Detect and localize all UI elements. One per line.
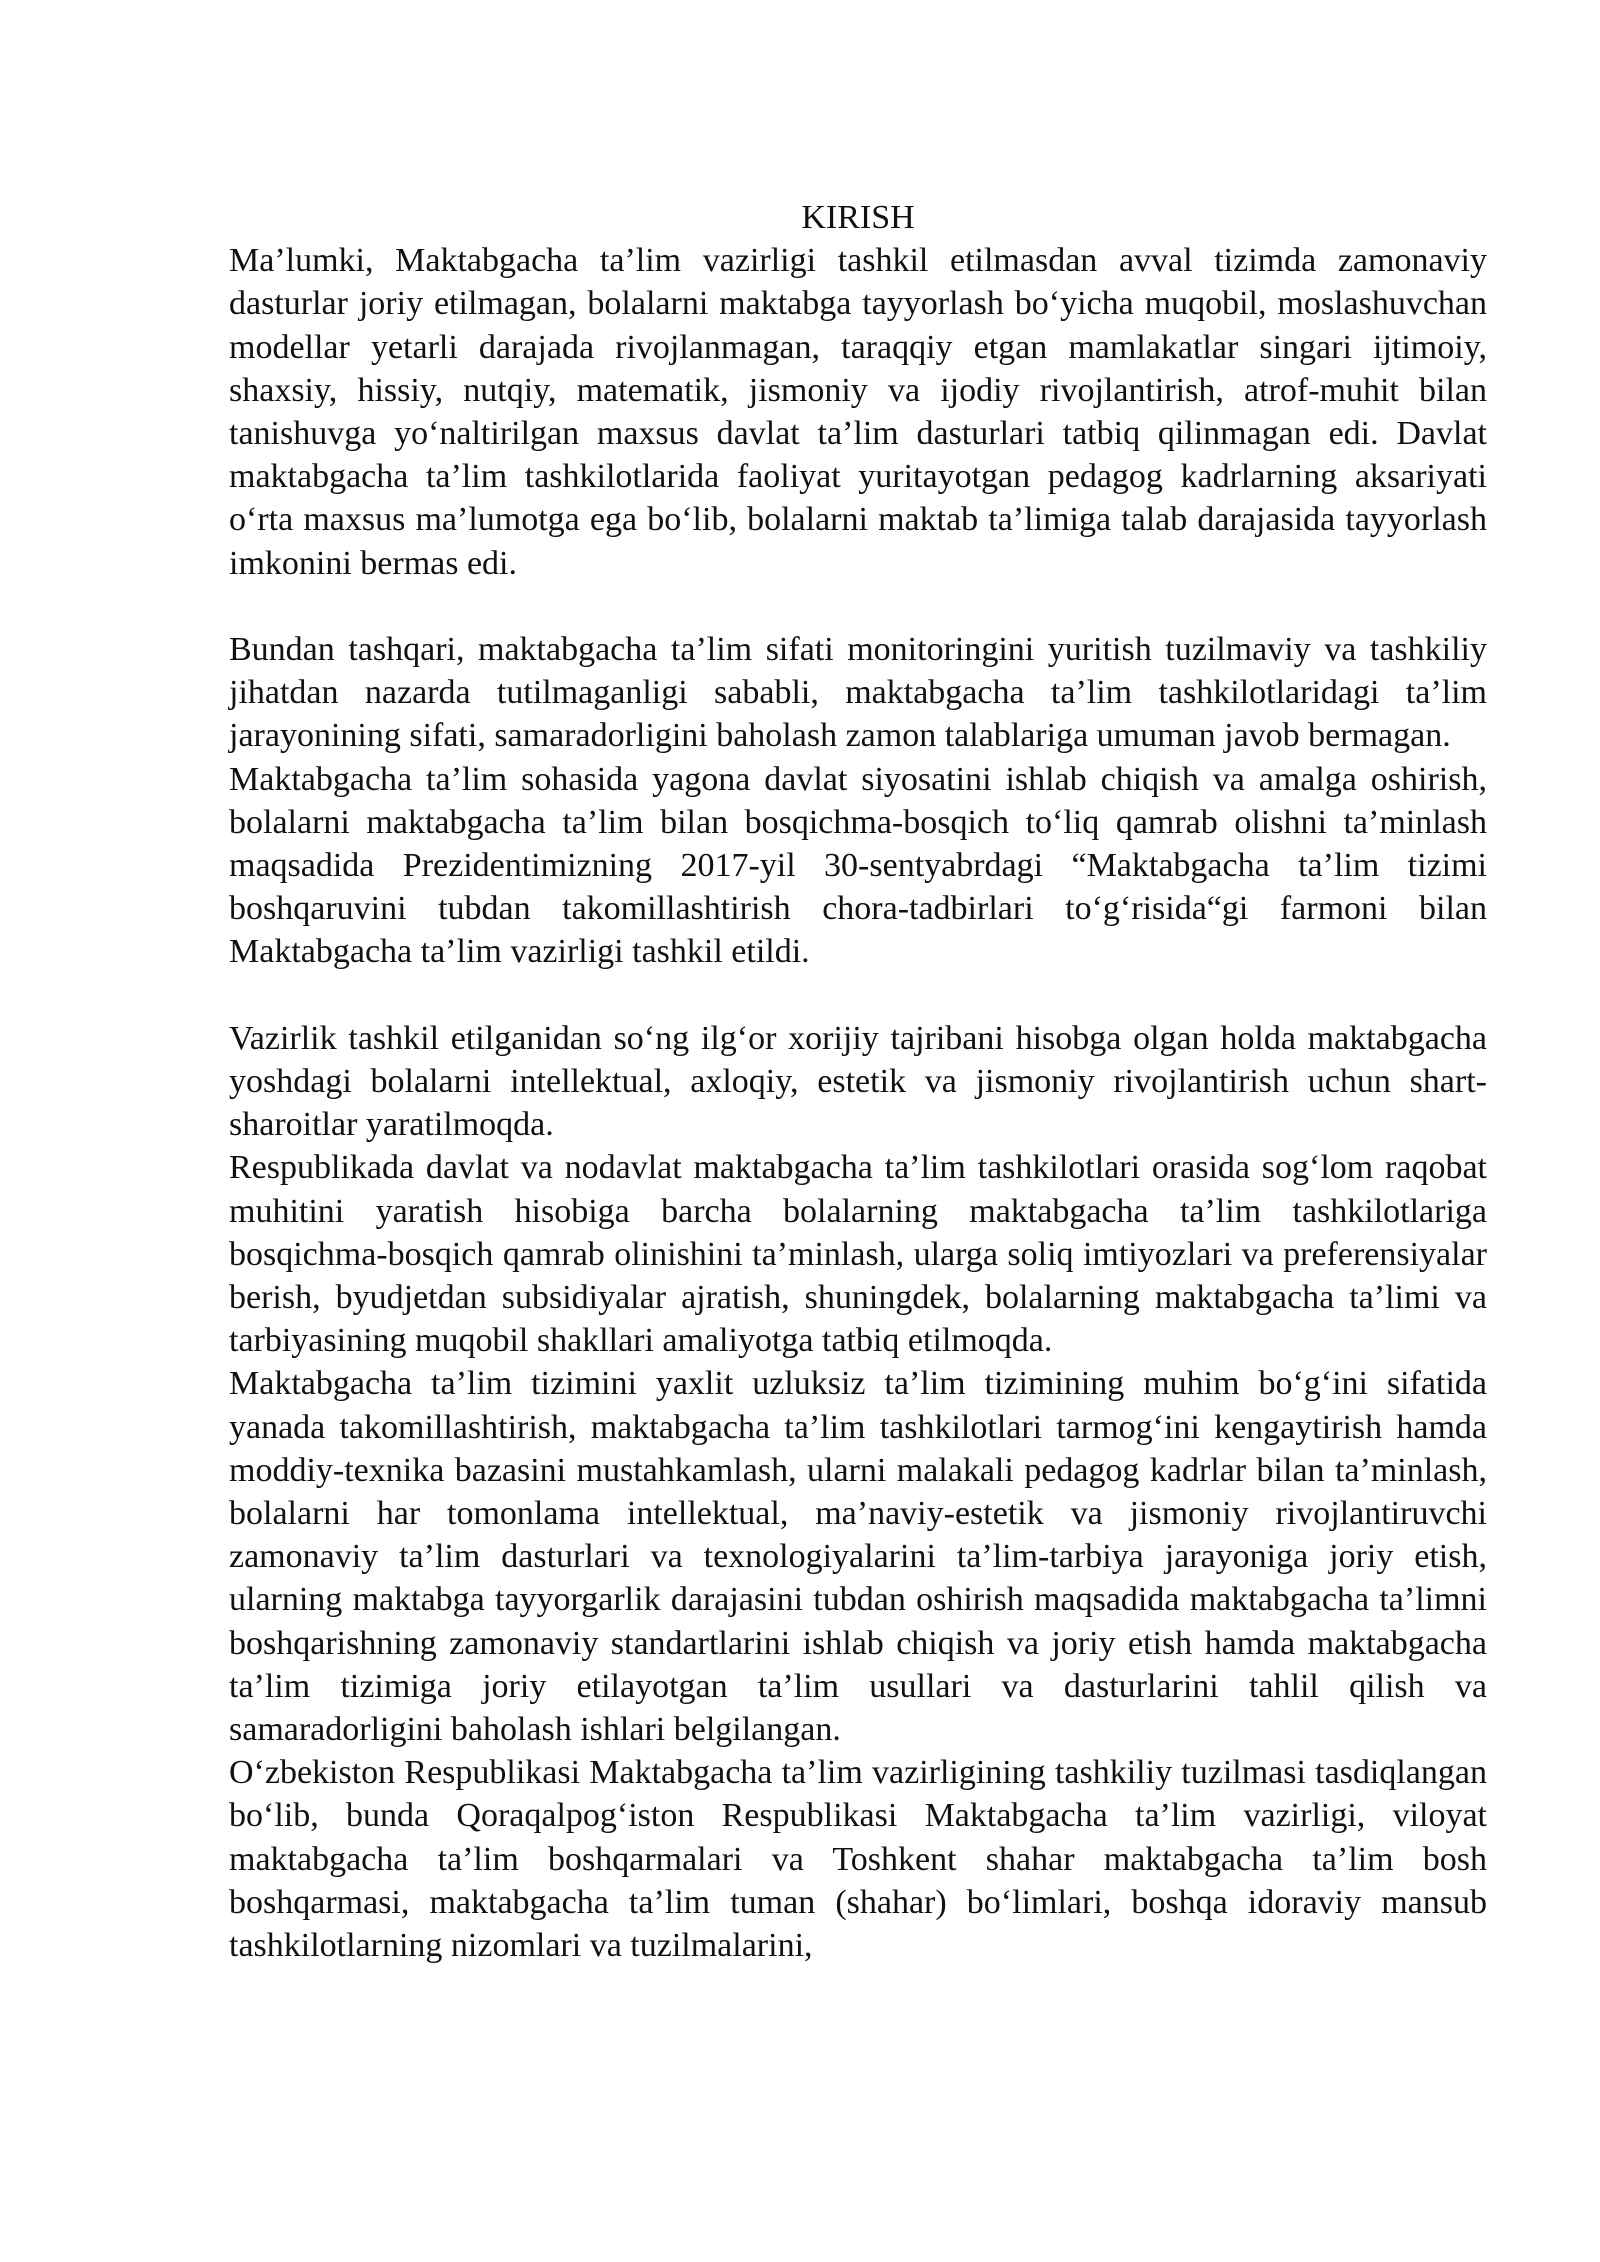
paragraph-3: Maktabgacha ta’lim sohasida yagona davlat siyosatini ishlab chiqish va amalga oshirish, bolalarni maktabgacha ta’lim bilan bosqichma-bosqich to‘liq qamrab olishni ta’minlash maqsadida Prezidentimizning 2017-yil 30-sentyabrdagi “Maktabgacha ta’lim tizimi boshqaruvini tubdan takomillashtirish chora-tadbirlari to‘g‘risida“gi farmoni bilan Maktabgacha ta’lim vazirligi tashkil etildi. — [229, 760, 1487, 971]
paragraph-5: Respublikada davlat va nodavlat maktabgacha ta’lim tashkilotlari orasida sog‘lom raqobat muhitini yaratish hisobiga barcha bolalarning maktabgacha ta’lim tashkilotlariga bosqichma-bosqich qamrab olinishini ta’minlash, ularga soliq imtiyozlari va preferensiyalar berish, byudjetdan subsidiyalar ajratish, shuningdek, bolalarning maktabgacha ta’limi va tarbiyasining muqobil shakllari amaliyotga tatbiq etilmoqda. — [229, 1149, 1487, 1360]
document-body — [229, 196, 1487, 1967]
paragraph-4: Vazirlik tashkil etilganidan so‘ng ilg‘or xorijiy tajribani hisobga olgan holda maktabgacha yoshdagi bolalarni intellektual, axloqiy, estetik va jismoniy rivojlantirish uchun shart-sharoitlar yaratilmoqda. — [229, 1019, 1487, 1144]
page-title: KIRISH — [801, 199, 915, 236]
paragraph-2: Bundan tashqari, maktabgacha ta’lim sifati monitoringini yuritish tuzilmaviy va tashkiliy jihatdan nazarda tutilmaganligi sababli, maktabgacha ta’lim tashkilotlaridagi ta’lim jarayonining sifati, samaradorligini baholash zamon talablariga umuman javob bermagan. — [229, 631, 1487, 755]
paragraph-1: Ma’lumki, Maktabgacha ta’lim vazirligi tashkil etilmasdan avval tizimda zamonaviy dasturlar joriy etilmagan, bolalarni maktabga tayyorlash bo‘yicha muqobil, moslashuvchan modellar yetarli darajada rivojlanmagan, taraqqiy etgan mamlakatlar singari ijtimoiy, shaxsiy, hissiy, nutqiy, matematik, jismoniy va ijodiy rivojlantirish, atrof-muhit bilan tanishuvga yo‘naltirilgan maxsus davlat ta’lim dasturlari tatbiq qilinmagan edi. Davlat maktabgacha ta’lim tashkilotlarida faoliyat yuritayotgan pedagog kadrlarning aksariyati o‘rta maxsus ma’lumotga ega bo‘lib, bolalarni maktab ta’limiga talab darajasida tayyorlash imkonini bermas edi. — [229, 242, 1487, 582]
paragraph-7: O‘zbekiston Respublikasi Maktabgacha ta’lim vazirligining tashkiliy tuzilmasi tasdiqlangan bo‘lib, bunda Qoraqalpog‘iston Respublikasi Maktabgacha ta’lim vazirligi, viloyat maktabgacha ta’lim boshqarmalari va Toshkent shahar maktabgacha ta’lim bosh boshqarmasi, maktabgacha ta’lim tuman (shahar) bo‘limlari, boshqa idoraviy mansub tashkilotlarning nizomlari va tuzilmalarini, — [229, 1754, 1487, 1965]
paragraph-gap — [229, 585, 1487, 628]
paragraph-6: Maktabgacha ta’lim tizimini yaxlit uzluksiz ta’lim tizimining muhim bo‘g‘ini sifatida yanada takomillashtirish, maktabgacha ta’lim tashkilotlari tarmog‘ini kengaytirish hamda moddiy-texnika bazasini mustahkamlash, ularni malakali pedagog kadrlar bilan ta’minlash, bolalarni har tomonlama intellektual, ma’naviy-estetik va jismoniy rivojlantiruvchi zamonaviy ta’lim dasturlari va texnologiyalarini ta’lim-tarbiya jarayoniga joriy etish, ularning maktabga tayyorgarlik darajasini tubdan oshirish maqsadida maktabgacha ta’limni boshqarishning zamonaviy standartlarini ishlab chiqish va joriy etish hamda maktabgacha ta’lim tizimiga joriy etilayotgan ta’lim usullari va dasturlarini tahlil qilish va samaradorligini baholash ishlari belgilangan. — [229, 1365, 1487, 1749]
paragraph-gap — [229, 974, 1487, 1017]
